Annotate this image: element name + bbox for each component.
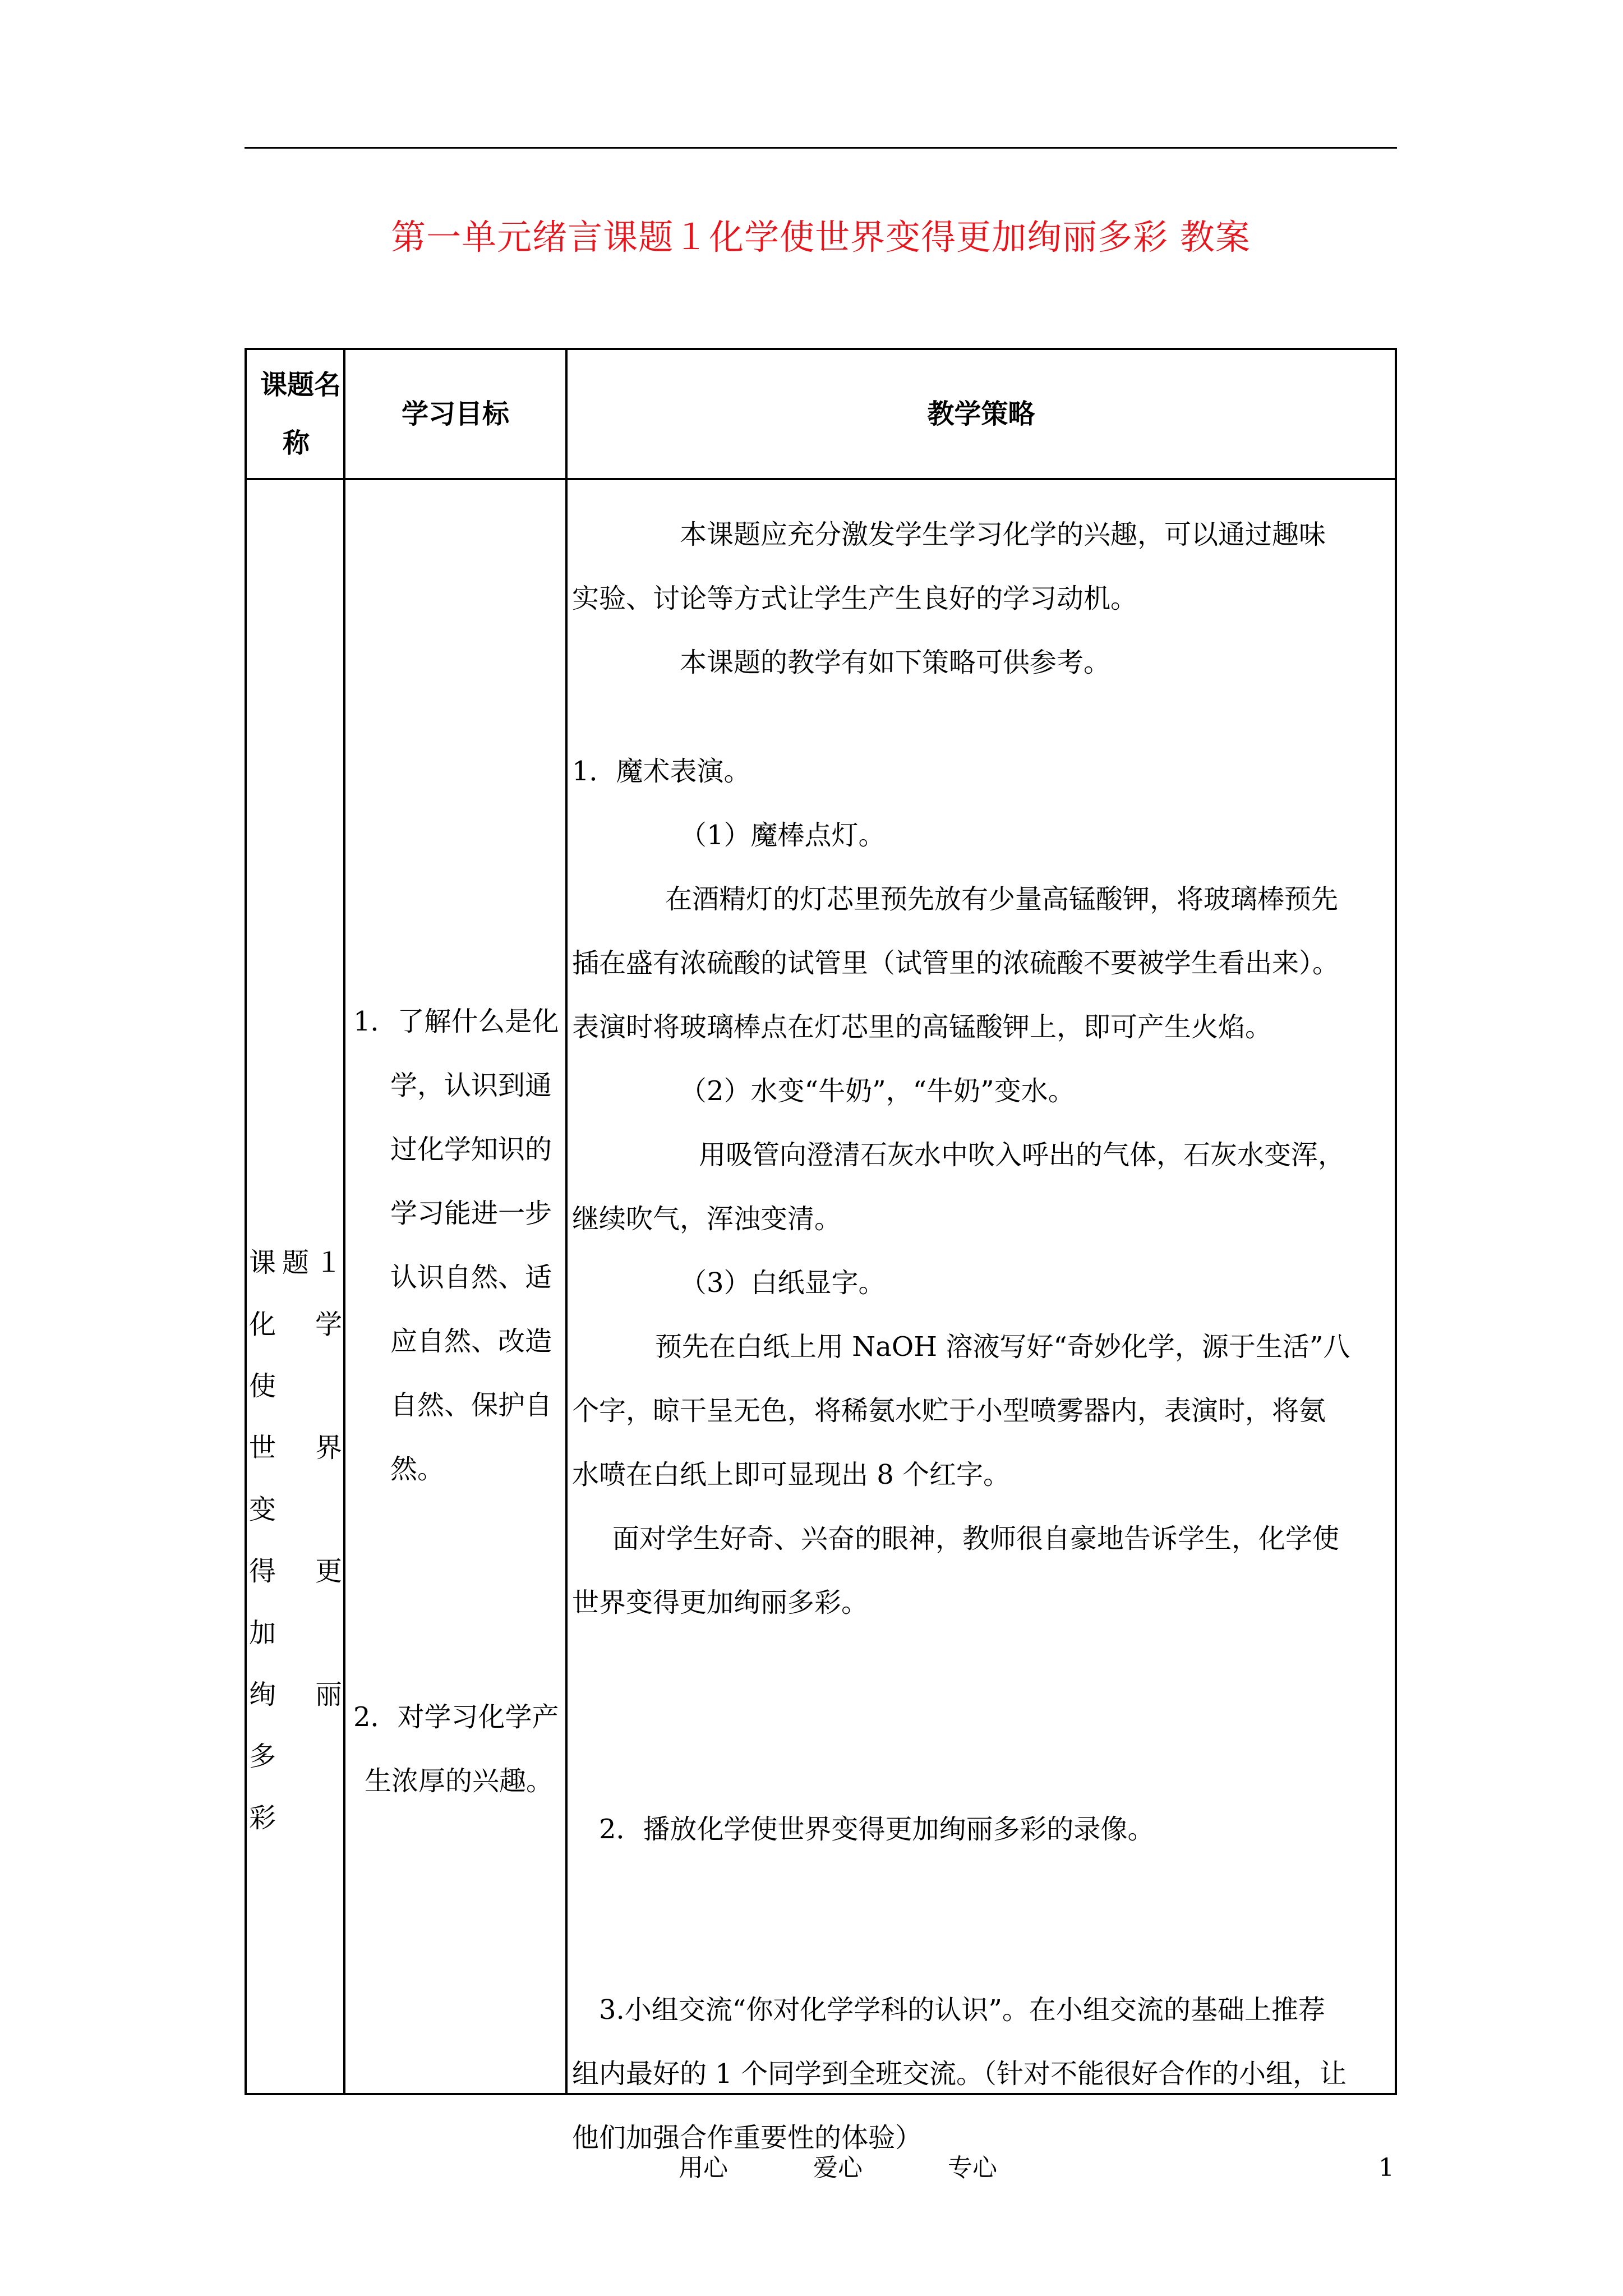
header-learning-goals: 学习目标 [344,349,566,479]
goal-item-2: 2．对学习化学产 生浓厚的兴趣。 [353,1701,559,1797]
strategy-intro: 本课题应充分激发学生学习化学的兴趣，可以通过趣味 实验、讨论等方式让学生产生良好的学习动机。 本课题的教学有如下策略可供参考。 [572,519,1326,678]
table-header-row [246,349,1396,479]
strategy-item-magic: 1．魔术表演。 （1）魔棒点灯。 在酒精灯的灯芯里预先放有少量高锰酸钾，将玻璃棒预先 插在盛有浓硫酸的试管里（试管里的浓硫酸不要被学生看出来）。 表演时将玻璃棒点在灯芯里的高锰酸钾上，即可产生火焰。 （2）水变“牛奶”，“牛奶”变水。 用吸管向澄清石灰水中吹入呼出的气体，石灰水变浑， 继续吹气，浑浊变清。 （3）白纸显字。 预先在白纸上用 NaOH 溶液写好“奇妙化学，源于生活”八 个字，晾干呈无色，将稀氨水贮于小型喷雾器内，表演时，将氨 水喷在白纸上即可显现出 8 个红字。 面对学生好奇、兴奋的眼神，教师很自豪地告诉学生，化学使 世界变得更加绚丽多彩。 [572,756,1350,1618]
strategy-item-video: 2．播放化学使世界变得更加绚丽多彩的录像。 [599,1814,1155,1845]
header-rule [245,147,1397,149]
goal-item-1: 1．了解什么是化 学，认识到通 过化学知识的 学习能进一步 认识自然、适 应自然、改造 自然、保护自 然。 [353,1006,559,1485]
footer-motto: 用心 爱心 专心 [679,2154,997,2182]
teaching-strategy-cell [566,479,1396,2154]
learning-goals-cell [344,479,566,2094]
header-teaching-strategy: 教学策略 [566,349,1396,479]
lesson-name-cell [246,479,344,2094]
table-row [246,479,1396,2094]
page-number: 1 [1378,2154,1394,2182]
lesson-name: 课题１ 化 学 使 世 界 变 得 更 加 绚 丽 多 彩 [249,1247,342,1834]
header-lesson-name: 课题名 称 [246,349,344,479]
document-title: 第一单元绪言课题１化学使世界变得更加绚丽多彩 教案 [391,217,1251,257]
lesson-plan-table [245,348,1397,2154]
strategy-item-group-discussion: 3.小组交流“你对化学学科的认识”。在小组交流的基础上推荐 组内最好的 1 个同学到全班交流。（针对不能很好合作的小组，让 他们加强合作重要性的体验） [572,1994,1347,2154]
